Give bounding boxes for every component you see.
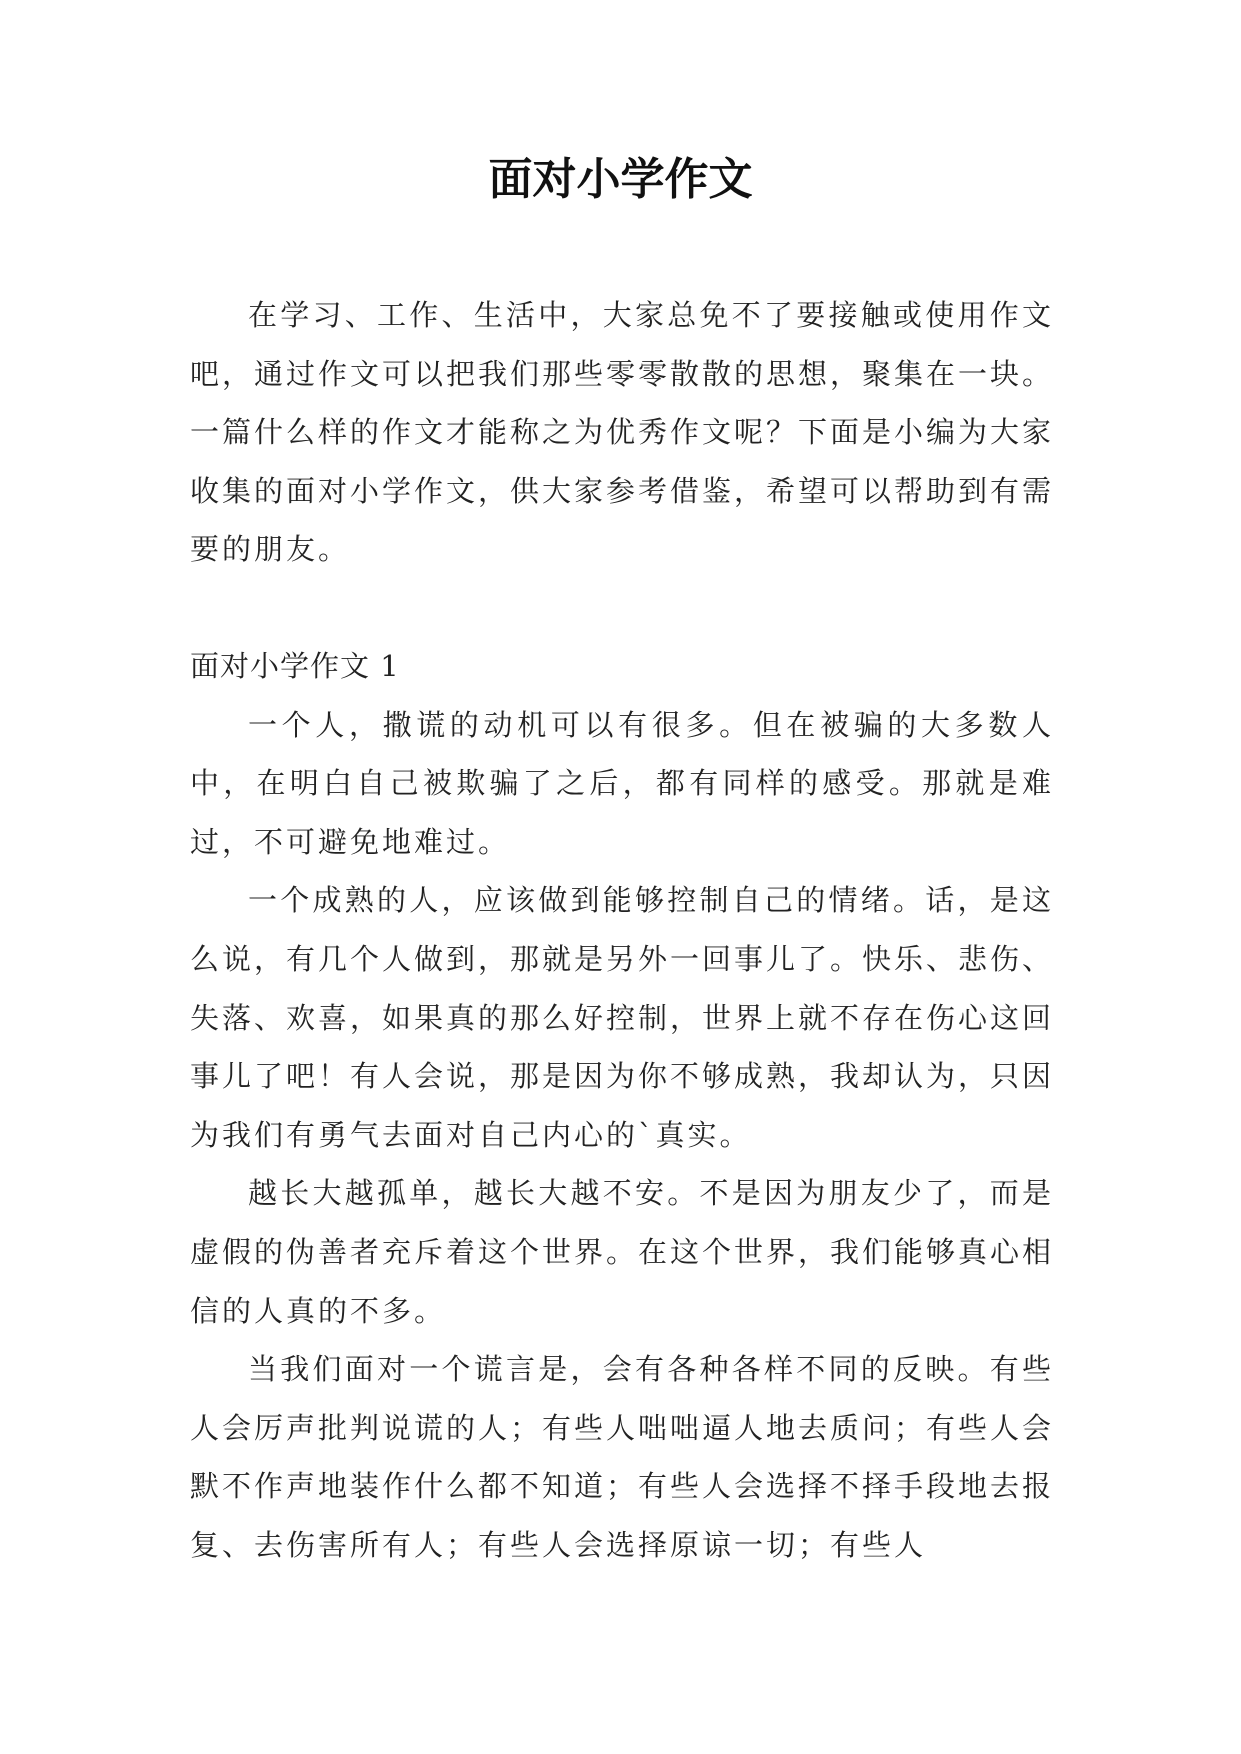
section-heading: 面对小学作文 1 xyxy=(190,648,400,683)
document-title: 面对小学作文 xyxy=(488,154,753,205)
body-paragraph-2: 一个成熟的人，应该做到能够控制自己的情绪。话，是这么说，有几个人做到，那就是另外一回事儿了。快乐、悲伤、失落、欢喜，如果真的那么好控制，世界上就不存在伤心这回事儿了吧！有人会说，那是因为你不够成熟，我却认为，只因为我们有勇气去面对自己内心的`真实。 xyxy=(190,883,1055,1152)
body-paragraph-3: 越长大越孤单，越长大越不安。不是因为朋友少了，而是虚假的伪善者充斥着这个世界。在这个世界，我们能够真心相信的人真的不多。 xyxy=(190,1176,1055,1328)
intro-paragraph: 在学习、工作、生活中，大家总免不了要接触或使用作文吧，通过作文可以把我们那些零零散散的思想，聚集在一块。一篇什么样的作文才能称之为优秀作文呢？下面是小编为大家收集的面对小学作文，供大家参考借鉴，希望可以帮助到有需要的朋友。 xyxy=(190,298,1055,567)
document-body xyxy=(190,286,1054,1574)
body-paragraph-4: 当我们面对一个谎言是，会有各种各样不同的反映。有些人会厉声批判说谎的人；有些人咄咄逼人地去质问；有些人会默不作声地装作什么都不知道；有些人会选择不择手段地去报复、去伤害所有人；有些人会选择原谅一切；有些人 xyxy=(190,1352,1055,1562)
body-paragraph-1: 一个人，撒谎的动机可以有很多。但在被骗的大多数人中，在明白自己被欺骗了之后，都有同样的感受。那就是难过，不可避免地难过。 xyxy=(190,707,1054,859)
